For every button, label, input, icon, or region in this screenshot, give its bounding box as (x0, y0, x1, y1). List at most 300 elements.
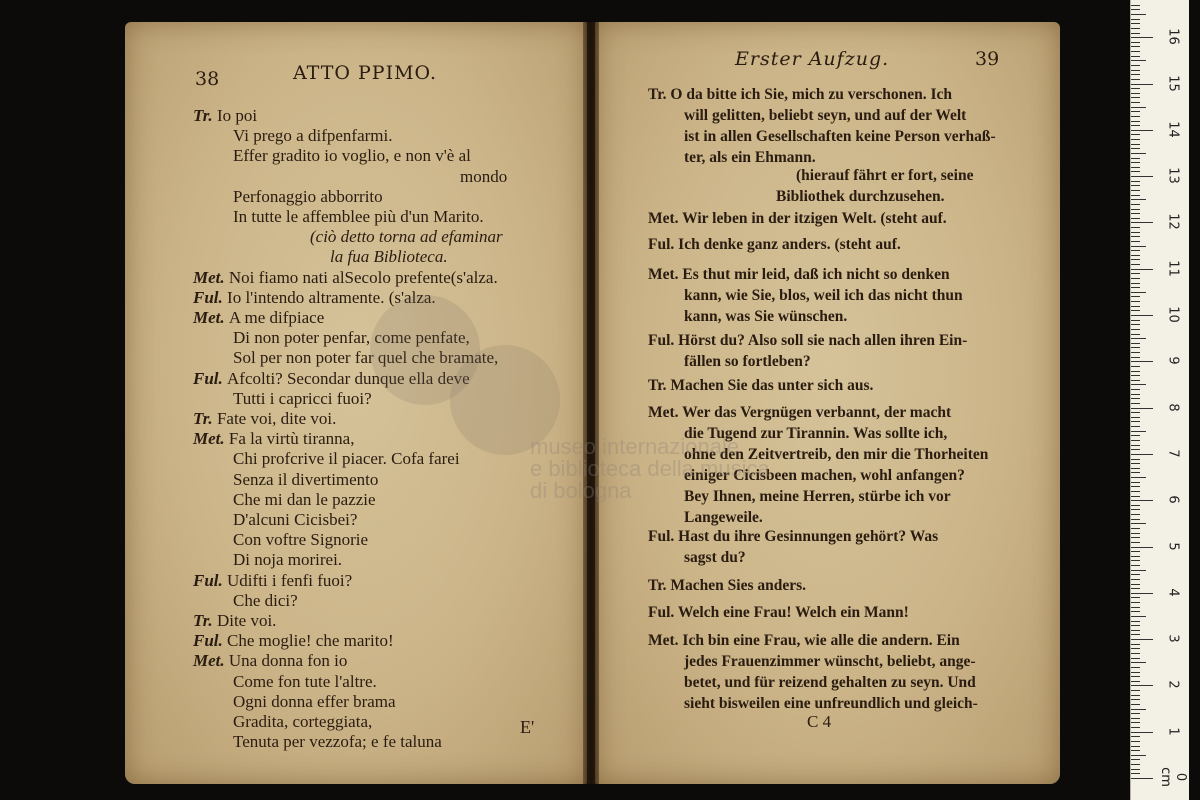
ruler-tick (1131, 560, 1140, 561)
speaker-label: Met. (648, 266, 683, 283)
line-text: kann, was Sie wünschen. (684, 308, 848, 325)
dialogue-line (648, 330, 1048, 351)
speaker-label: Tr. (648, 577, 671, 594)
ruler-tick (1131, 97, 1140, 98)
dialogue-block (648, 630, 1048, 714)
line-text: Sol per non poter far quel che bramate, (233, 348, 499, 368)
ruler-tick (1131, 236, 1140, 237)
ruler-tick (1131, 296, 1140, 297)
ruler-label: 3 (1165, 634, 1181, 643)
ruler-tick (1131, 607, 1140, 608)
ruler-tick (1131, 14, 1146, 15)
line-text: O da bitte ich Sie, mich zu verschonen. Ich (670, 86, 952, 103)
speaker-label: Ful. (193, 570, 228, 590)
line-text: Con voftre Signorie (233, 530, 369, 550)
ruler-tick (1131, 509, 1140, 510)
line-text: Noi fiamo nati alSecolo prefente(s'alza. (228, 267, 498, 287)
ruler-tick (1131, 486, 1140, 487)
line-text: mondo (460, 166, 508, 186)
line-text: will gelitten, beliebt seyn, und auf der Welt (684, 107, 967, 124)
speaker-label: Met. (193, 267, 229, 287)
ruler-tick (1131, 287, 1140, 288)
ruler-tick (1131, 727, 1140, 728)
line-text: kann, wie Sie, blos, weil ich das nicht thun (684, 287, 963, 304)
ruler-tick (1131, 773, 1140, 774)
line-text: Ich denke ganz anders. (steht auf. (678, 236, 901, 253)
ruler-tick (1131, 440, 1140, 441)
ruler-label: 15 (1165, 74, 1181, 92)
ruler-label: 2 (1165, 680, 1181, 690)
line-text: Vi prego a difpenfarmi. (233, 126, 393, 146)
dialogue-line (648, 630, 1048, 651)
line-text: Afcolti? Secondar dunque ella deve (227, 368, 470, 388)
ruler-tick (1131, 639, 1153, 640)
ruler-tick (1131, 42, 1140, 43)
speaker-label: Tr. (648, 86, 671, 103)
line-text: ist in allen Gesellschaften keine Person verhaß- (684, 128, 996, 145)
ruler-tick (1131, 482, 1140, 483)
ruler-tick (1131, 5, 1140, 6)
line-text: Gradita, corteggiata, (233, 712, 373, 731)
ruler-tick (1131, 547, 1153, 548)
line-text: Hörst du? Also soll sie nach allen ihren Ein- (678, 332, 968, 349)
line-text: Chi profcrive il piacer. Cofa farei (233, 449, 460, 469)
ruler-tick (1131, 417, 1140, 418)
ruler-tick (1131, 232, 1140, 233)
line-text: Fa la virtù tiranna, (228, 429, 355, 449)
dialogue-line (648, 693, 1048, 714)
ruler-tick (1131, 227, 1140, 228)
ruler-tick (1131, 269, 1153, 270)
ruler-tick (1131, 158, 1140, 159)
ruler-label: 6 (1165, 495, 1181, 504)
ruler-tick (1131, 315, 1153, 316)
ruler-tick (1131, 46, 1140, 47)
left-page (125, 22, 587, 784)
line-text: Bey Ihnen, meine Herren, stürbe ich vor (684, 488, 951, 505)
dialogue-line (648, 423, 1048, 444)
ruler-tick (1131, 255, 1140, 256)
speaker-label: Met. (193, 308, 229, 327)
dialogue-line (648, 547, 1048, 568)
line-text: ohne den Zeitvertreib, den mir die Thorheiten (684, 446, 989, 463)
ruler-tick (1131, 445, 1140, 446)
ruler-label: 4 (1165, 588, 1181, 597)
left-line (233, 146, 471, 166)
signature-mark: C 4 (807, 712, 832, 731)
ruler-tick (1131, 500, 1153, 501)
line-text: Welch eine Frau! Welch ein Mann! (677, 604, 909, 621)
left-line (193, 571, 352, 591)
line-text: jedes Frauenzimmer wünscht, beliebt, ange- (684, 653, 976, 670)
ruler-tick (1131, 162, 1140, 163)
ruler-tick (1131, 144, 1140, 145)
ruler-tick (1131, 472, 1140, 473)
line-text: Fate voi, dite voi. (216, 409, 337, 428)
ruler-tick (1131, 241, 1140, 242)
ruler-tick (1131, 394, 1140, 395)
ruler-tick (1131, 176, 1153, 177)
line-text: einiger Cicisbeen machen, wohl anfangen? (684, 467, 965, 484)
ruler-tick (1131, 648, 1140, 649)
ruler-tick (1131, 380, 1140, 381)
left-line (233, 510, 357, 530)
ruler-tick (1131, 426, 1140, 427)
ruler-tick (1131, 778, 1153, 779)
ruler-tick (1131, 463, 1140, 464)
line-text: fällen so fortleben? (684, 353, 811, 370)
dialogue-line (648, 575, 1048, 596)
ruler-tick (1131, 93, 1140, 94)
ruler-tick (1131, 181, 1140, 182)
line-text: Perfonaggio abborrito (233, 186, 383, 206)
ruler-tick (1131, 593, 1153, 594)
ruler-tick (1131, 435, 1140, 436)
ruler-tick (1131, 514, 1140, 515)
ruler-tick (1131, 542, 1140, 543)
ruler-tick (1131, 84, 1153, 85)
left-line (233, 126, 392, 146)
ruler-tick (1131, 602, 1140, 603)
ruler-tick (1131, 759, 1140, 760)
ruler-tick (1131, 273, 1140, 274)
ruler-tick (1131, 134, 1140, 135)
dialogue-line (648, 486, 1048, 507)
dialogue-line (648, 672, 1048, 693)
ruler-tick (1131, 167, 1140, 168)
ruler-tick (1131, 56, 1140, 57)
open-book (125, 22, 1060, 784)
ruler-tick (1131, 551, 1140, 552)
dialogue-line (648, 306, 1048, 327)
line-text: Io l'intendo altramente. (s'alza. (227, 287, 436, 307)
ruler-tick (1131, 139, 1140, 140)
ruler-tick (1131, 148, 1140, 149)
ruler-tick (1131, 699, 1140, 700)
dialogue-line (648, 526, 1048, 547)
ruler-label: 13 (1165, 167, 1181, 184)
ruler-tick (1131, 213, 1140, 214)
line-text: Che mi dan le pazzie (233, 489, 376, 509)
ruler-tick (1131, 658, 1140, 659)
dialogue-block (648, 375, 1048, 396)
left-line (233, 530, 368, 550)
dialogue-line (648, 651, 1048, 672)
ruler-tick (1131, 116, 1140, 117)
ruler-tick (1131, 662, 1146, 663)
ruler-tick (1131, 755, 1146, 756)
ruler-tick (1131, 306, 1140, 307)
left-line (460, 167, 507, 187)
ruler-tick (1131, 468, 1140, 469)
ruler-tick (1131, 130, 1153, 131)
watermark-line-3: di bologna (530, 478, 632, 503)
dialogue-block (648, 234, 1048, 255)
left-page-number: 38 (195, 68, 220, 90)
dialogue-line (648, 84, 1048, 105)
ruler-tick (1131, 621, 1140, 622)
left-line (233, 672, 377, 692)
ruler-tick (1131, 579, 1140, 580)
ruler-tick (1131, 366, 1140, 367)
watermark-line-2: e biblioteca della musica (530, 456, 770, 481)
line-text: Machen Sies anders. (670, 577, 807, 594)
left-line (193, 651, 347, 671)
ruler-tick (1131, 320, 1140, 321)
ruler-tick (1131, 528, 1140, 529)
line-text: Dite voi. (216, 611, 277, 630)
ruler-tick (1131, 653, 1140, 654)
left-line (193, 268, 498, 288)
ruler-tick (1131, 338, 1146, 339)
dialogue-block (648, 402, 1048, 528)
measurement-ruler (1130, 0, 1189, 800)
line-text: die Tugend zur Tirannin. Was sollte ich, (684, 425, 948, 442)
ruler-tick (1131, 79, 1140, 80)
ruler-tick (1131, 259, 1140, 260)
dialogue-line (648, 165, 1048, 186)
left-line (233, 207, 484, 227)
dialogue-block (648, 330, 1048, 372)
line-text: Tenuta per vezzofa; e fe taluna (233, 732, 442, 752)
dialogue-line (648, 264, 1048, 285)
ruler-tick (1131, 412, 1140, 413)
ruler-tick (1131, 533, 1140, 534)
ruler-tick (1131, 477, 1146, 478)
ruler-tick (1131, 23, 1140, 24)
ruler-label: 5 (1165, 541, 1181, 551)
ruler-tick (1131, 408, 1153, 409)
ruler-tick (1131, 218, 1140, 219)
ruler-tick (1131, 746, 1140, 747)
line-text: A me difpiace (228, 308, 325, 327)
ruler-tick (1131, 334, 1140, 335)
dialogue-line (648, 402, 1048, 423)
dialogue-block (648, 575, 1048, 596)
left-line (233, 712, 372, 732)
speaker-label: Ful. (648, 236, 679, 253)
ruler-tick (1131, 19, 1140, 20)
line-text: Langeweile. (684, 509, 763, 526)
line-text: la fua Biblioteca. (330, 247, 448, 267)
ruler-tick (1131, 51, 1140, 52)
line-text: sagst du? (684, 549, 746, 566)
ruler-tick (1131, 736, 1140, 737)
line-text: Senza il divertimento (233, 469, 379, 489)
dialogue-line (648, 507, 1048, 528)
dialogue-block (648, 602, 1048, 623)
ruler-tick (1131, 676, 1140, 677)
line-text: Udifti i fenfi fuoi? (227, 570, 353, 590)
line-text: Che moglie! che marito! (227, 631, 394, 651)
book-gutter (583, 22, 599, 784)
left-running-head: ATTO PPIMO. (293, 62, 438, 84)
ruler-tick (1131, 421, 1140, 422)
speaker-label: Met. (648, 632, 683, 649)
dialogue-line (648, 351, 1048, 372)
line-text: Io poi (216, 106, 258, 125)
ruler-tick (1131, 672, 1140, 673)
speaker-label: Ful. (193, 631, 228, 651)
ruler-tick (1131, 519, 1140, 520)
line-text: Bibliothek durchzusehen. (776, 188, 945, 205)
speaker-label: Tr. (193, 611, 217, 630)
ruler-tick (1131, 352, 1140, 353)
ruler-label: 12 (1165, 213, 1181, 231)
ruler-tick (1131, 107, 1146, 108)
ruler-tick (1131, 570, 1146, 571)
ruler-tick (1131, 371, 1140, 372)
left-line (233, 328, 470, 348)
ruler-tick (1131, 329, 1140, 330)
ruler-tick (1131, 375, 1140, 376)
line-text: Di noja morirei. (233, 550, 343, 570)
dialogue-line (648, 186, 1048, 207)
speaker-label: Met. (193, 429, 229, 449)
ruler-tick (1131, 574, 1140, 575)
ruler-tick (1131, 199, 1146, 200)
left-line (233, 490, 376, 510)
ruler-tick (1131, 584, 1140, 585)
line-text: Di non poter penfar, come penfate, (233, 328, 470, 348)
dialogue-line (648, 126, 1048, 147)
ruler-tick (1131, 718, 1140, 719)
ruler-label: 10 (1165, 306, 1181, 323)
ruler-tick (1131, 454, 1153, 455)
line-text: In tutte le affemblee più d'un Marito. (233, 207, 484, 226)
ruler-tick (1131, 764, 1140, 765)
ruler-tick (1131, 403, 1140, 404)
speaker-label: Tr. (193, 106, 217, 125)
dialogue-block (648, 264, 1048, 327)
ruler-tick (1131, 70, 1140, 71)
ruler-tick (1131, 9, 1140, 10)
speaker-label: Ful. (193, 368, 228, 388)
line-text: Hast du ihre Gesinnungen gehört? Was (678, 528, 939, 545)
dialogue-line (648, 375, 1048, 396)
ruler-tick (1131, 283, 1140, 284)
ruler-tick (1131, 204, 1140, 205)
ruler-tick (1131, 65, 1140, 66)
ruler-tick (1131, 310, 1140, 311)
ruler-tick (1131, 616, 1146, 617)
ruler-tick (1131, 121, 1140, 122)
ruler-tick (1131, 523, 1146, 524)
left-line (193, 429, 354, 449)
catchword: E' (520, 717, 535, 737)
ruler-tick (1131, 588, 1140, 589)
line-text: Come fon tute l'altre. (233, 671, 377, 691)
ruler-tick (1131, 250, 1140, 251)
ruler-tick (1131, 491, 1140, 492)
ruler-tick (1131, 278, 1140, 279)
line-text: Ogni donna effer brama (233, 691, 396, 711)
ruler-label: 9 (1165, 356, 1181, 365)
ruler-tick (1131, 125, 1140, 126)
right-page (595, 22, 1060, 784)
left-line (233, 187, 383, 207)
left-line (233, 348, 498, 368)
ruler-unit-label: 0 cm (1158, 767, 1188, 787)
dialogue-block (648, 165, 1048, 207)
left-line (310, 227, 503, 247)
left-line (193, 288, 436, 308)
ruler-tick (1131, 264, 1140, 265)
ruler-tick (1131, 732, 1153, 733)
left-line (233, 550, 342, 570)
ruler-tick (1131, 750, 1140, 751)
ruler-tick (1131, 324, 1140, 325)
left-line (233, 591, 298, 611)
ruler-tick (1131, 695, 1140, 696)
ruler-tick (1131, 630, 1140, 631)
ruler-tick (1131, 634, 1140, 635)
ruler-tick (1131, 611, 1140, 612)
ruler-tick (1131, 556, 1140, 557)
left-line (193, 106, 257, 126)
ruler-tick (1131, 690, 1140, 691)
ruler-tick (1131, 704, 1140, 705)
speaker-label: Met. (193, 651, 229, 671)
speaker-label: Ful. (648, 332, 679, 349)
ruler-tick (1131, 769, 1140, 770)
ruler-tick (1131, 357, 1140, 358)
ruler-tick (1131, 667, 1140, 668)
line-text: (ciò detto torna ad efaminar (310, 227, 503, 247)
ruler-tick (1131, 153, 1146, 154)
speaker-label: Ful. (648, 604, 678, 621)
ruler-tick (1131, 722, 1140, 723)
left-line (233, 692, 396, 712)
left-line (233, 389, 372, 409)
dialogue-line (648, 465, 1048, 486)
ruler-label: 8 (1165, 402, 1181, 412)
ruler-tick (1131, 343, 1140, 344)
ruler-tick (1131, 246, 1146, 247)
ruler-tick (1131, 449, 1140, 450)
line-text: (hierauf fährt er fort, seine (796, 167, 974, 184)
ruler-label: 14 (1165, 121, 1181, 138)
speaker-label: Tr. (648, 377, 671, 394)
speaker-label: Ful. (648, 528, 679, 545)
ruler-tick (1131, 88, 1140, 89)
line-text: Effer gradito io voglio, e non v'è al (233, 146, 471, 166)
line-text: Ich bin eine Frau, wie alle die andern. Ein (682, 632, 960, 649)
line-text: betet, und für reizend gehalten zu seyn. Und (684, 674, 976, 691)
dialogue-line (648, 234, 1048, 255)
line-text: Wir leben in der itzigen Welt. (steht auf. (682, 210, 947, 227)
ruler-tick (1131, 459, 1140, 460)
ruler-tick (1131, 102, 1140, 103)
ruler-tick (1131, 185, 1140, 186)
ruler-tick (1131, 292, 1146, 293)
ruler-tick (1131, 33, 1140, 34)
ruler-tick (1131, 505, 1140, 506)
dialogue-line (648, 444, 1048, 465)
ruler-tick (1131, 537, 1140, 538)
dialogue-line (648, 208, 1048, 229)
line-text: Tutti i capricci fuoi? (233, 388, 372, 408)
ruler-tick (1131, 741, 1140, 742)
left-line (193, 611, 276, 631)
line-text: Wer das Vergnügen verbannt, der macht (682, 404, 952, 421)
ruler-tick (1131, 74, 1140, 75)
left-line (233, 470, 378, 490)
dialogue-block (648, 208, 1048, 229)
left-line (193, 631, 394, 651)
ruler-label: 11 (1165, 259, 1181, 277)
speaker-label: Ful. (193, 287, 228, 307)
